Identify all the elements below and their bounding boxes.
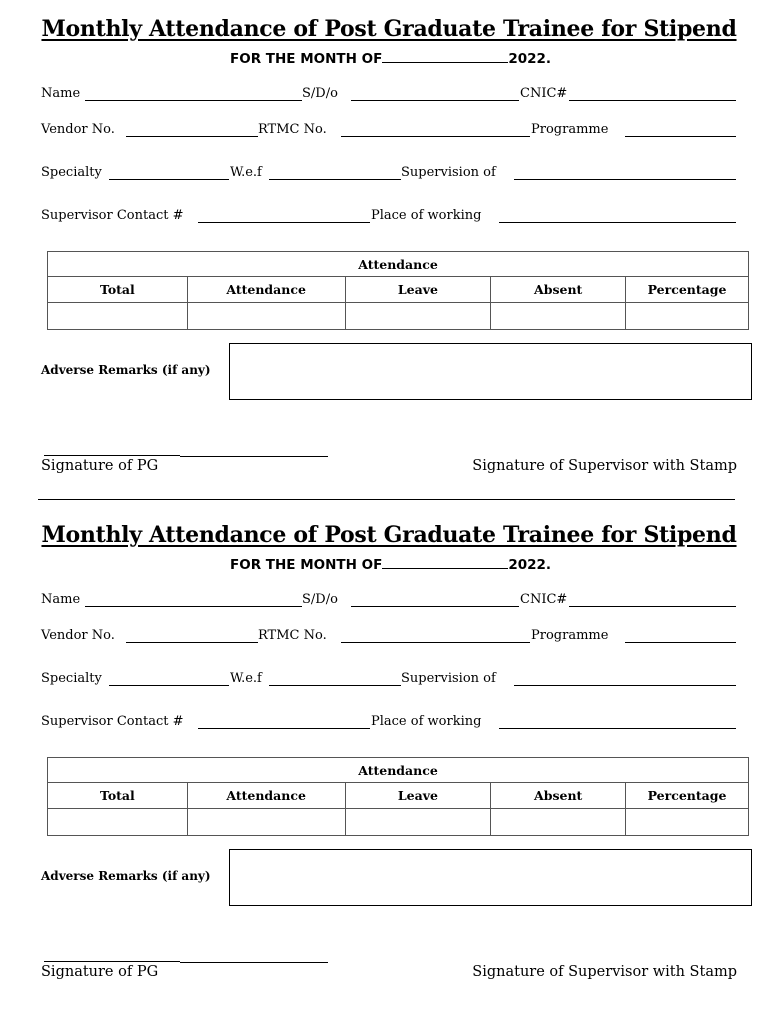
header-total: Total bbox=[48, 783, 188, 809]
specialty-field[interactable] bbox=[109, 685, 229, 686]
contact-row bbox=[41, 208, 736, 226]
attendance-form-2 bbox=[0, 506, 768, 1012]
header-leave: Leave bbox=[345, 783, 491, 809]
header-attendance: Attendance bbox=[187, 277, 345, 303]
header-percentage: Percentage bbox=[626, 783, 749, 809]
month-line bbox=[230, 556, 551, 573]
contact-row bbox=[41, 714, 736, 732]
absent-cell[interactable] bbox=[491, 809, 626, 836]
month-blank-field[interactable] bbox=[382, 50, 508, 63]
supervision-label: Supervision of bbox=[401, 671, 496, 686]
adverse-remarks-label: Adverse Remarks (if any) bbox=[41, 363, 211, 377]
header-attendance: Attendance bbox=[187, 783, 345, 809]
vendor-label: Vendor No. bbox=[41, 628, 115, 643]
absent-cell[interactable] bbox=[491, 303, 626, 330]
supervisor-contact-field[interactable] bbox=[198, 222, 370, 223]
pg-signature-line[interactable] bbox=[44, 455, 180, 456]
attendance-form-1 bbox=[0, 0, 768, 506]
month-label: FOR THE MONTH OF bbox=[230, 51, 383, 67]
attendance-table-caption: Attendance bbox=[48, 758, 749, 783]
header-total: Total bbox=[48, 277, 188, 303]
adverse-remarks-box[interactable] bbox=[229, 343, 752, 400]
pg-signature-line-extension bbox=[180, 962, 328, 963]
cnic-field[interactable] bbox=[569, 100, 736, 101]
supervisor-signature-label: Signature of Supervisor with Stamp bbox=[472, 964, 737, 980]
rtmc-label: RTMC No. bbox=[258, 122, 327, 137]
specialty-label: Specialty bbox=[41, 671, 102, 686]
form-divider bbox=[38, 499, 735, 500]
wef-field[interactable] bbox=[269, 685, 401, 686]
adverse-remarks-box[interactable] bbox=[229, 849, 752, 906]
header-leave: Leave bbox=[345, 277, 491, 303]
table-row bbox=[48, 809, 749, 836]
pg-signature-label: Signature of PG bbox=[41, 458, 159, 474]
pg-signature-label: Signature of PG bbox=[41, 964, 159, 980]
supervisor-signature-label: Signature of Supervisor with Stamp bbox=[472, 458, 737, 474]
name-field[interactable] bbox=[85, 100, 302, 101]
header-absent: Absent bbox=[491, 277, 626, 303]
place-of-working-label: Place of working bbox=[371, 714, 482, 729]
supervisor-contact-label: Supervisor Contact # bbox=[41, 208, 184, 223]
registration-row bbox=[41, 122, 736, 140]
attendance-cell[interactable] bbox=[187, 809, 345, 836]
form-title: Monthly Attendance of Post Graduate Trainee for Stipend bbox=[41, 16, 737, 42]
attendance-table bbox=[47, 757, 749, 836]
programme-field[interactable] bbox=[625, 136, 736, 137]
attendance-table bbox=[47, 251, 749, 330]
place-of-working-field[interactable] bbox=[499, 222, 736, 223]
cnic-label: CNIC# bbox=[520, 592, 568, 607]
rtmc-label: RTMC No. bbox=[258, 628, 327, 643]
header-percentage: Percentage bbox=[626, 277, 749, 303]
cnic-field[interactable] bbox=[569, 606, 736, 607]
attendance-cell[interactable] bbox=[187, 303, 345, 330]
total-cell[interactable] bbox=[48, 809, 188, 836]
rtmc-field[interactable] bbox=[341, 642, 530, 643]
supervisor-contact-field[interactable] bbox=[198, 728, 370, 729]
sdo-label: S/D/o bbox=[302, 592, 338, 607]
programme-label: Programme bbox=[531, 628, 609, 643]
specialty-row bbox=[41, 671, 736, 689]
name-label: Name bbox=[41, 86, 81, 101]
place-of-working-label: Place of working bbox=[371, 208, 482, 223]
percentage-cell[interactable] bbox=[626, 809, 749, 836]
programme-label: Programme bbox=[531, 122, 609, 137]
specialty-label: Specialty bbox=[41, 165, 102, 180]
month-line bbox=[230, 50, 551, 67]
name-label: Name bbox=[41, 592, 81, 607]
form-title: Monthly Attendance of Post Graduate Trainee for Stipend bbox=[41, 522, 737, 548]
table-header-row bbox=[48, 783, 749, 809]
table-row bbox=[48, 303, 749, 330]
sdo-label: S/D/o bbox=[302, 86, 338, 101]
place-of-working-field[interactable] bbox=[499, 728, 736, 729]
rtmc-field[interactable] bbox=[341, 136, 530, 137]
programme-field[interactable] bbox=[625, 642, 736, 643]
registration-row bbox=[41, 628, 736, 646]
year-label: 2022. bbox=[508, 557, 552, 573]
sdo-field[interactable] bbox=[351, 606, 519, 607]
vendor-field[interactable] bbox=[126, 136, 258, 137]
identity-row bbox=[41, 592, 736, 610]
supervision-field[interactable] bbox=[514, 179, 736, 180]
pg-signature-line-extension bbox=[180, 456, 328, 457]
wef-label: W.e.f bbox=[230, 165, 262, 180]
pg-signature-line[interactable] bbox=[44, 961, 180, 962]
adverse-remarks-label: Adverse Remarks (if any) bbox=[41, 869, 211, 883]
name-field[interactable] bbox=[85, 606, 302, 607]
month-blank-field[interactable] bbox=[382, 556, 508, 569]
year-label: 2022. bbox=[508, 51, 552, 67]
month-label: FOR THE MONTH OF bbox=[230, 557, 383, 573]
sdo-field[interactable] bbox=[351, 100, 519, 101]
leave-cell[interactable] bbox=[345, 809, 491, 836]
vendor-field[interactable] bbox=[126, 642, 258, 643]
cnic-label: CNIC# bbox=[520, 86, 568, 101]
supervision-field[interactable] bbox=[514, 685, 736, 686]
wef-label: W.e.f bbox=[230, 671, 262, 686]
vendor-label: Vendor No. bbox=[41, 122, 115, 137]
attendance-table-caption: Attendance bbox=[48, 252, 749, 277]
header-absent: Absent bbox=[491, 783, 626, 809]
leave-cell[interactable] bbox=[345, 303, 491, 330]
supervisor-contact-label: Supervisor Contact # bbox=[41, 714, 184, 729]
identity-row bbox=[41, 86, 736, 104]
wef-field[interactable] bbox=[269, 179, 401, 180]
table-header-row bbox=[48, 277, 749, 303]
percentage-cell[interactable] bbox=[626, 303, 749, 330]
specialty-row bbox=[41, 165, 736, 183]
supervision-label: Supervision of bbox=[401, 165, 496, 180]
specialty-field[interactable] bbox=[109, 179, 229, 180]
total-cell[interactable] bbox=[48, 303, 188, 330]
